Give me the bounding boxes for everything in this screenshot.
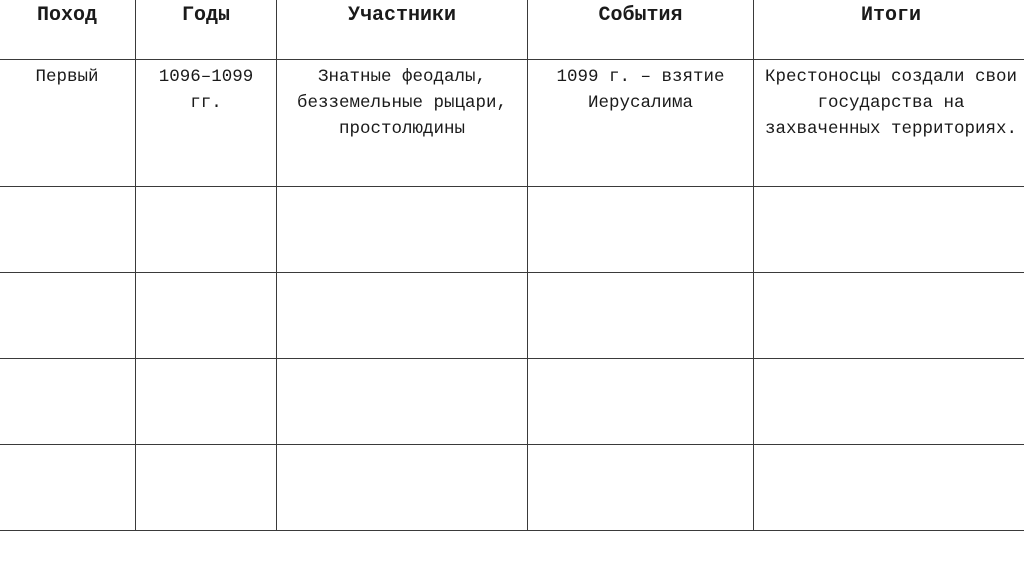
table-header-row	[0, 0, 1024, 60]
cell-events	[528, 187, 754, 273]
cell-years: 1096–1099 гг.	[136, 60, 277, 187]
cell-participants	[277, 273, 528, 359]
cell-years	[136, 445, 277, 531]
table-row	[0, 445, 1024, 531]
table-row	[0, 359, 1024, 445]
cell-results	[754, 359, 1024, 445]
cell-events	[528, 359, 754, 445]
header-years: Годы	[136, 0, 277, 60]
table-row	[0, 60, 1024, 187]
cell-events: 1099 г. – взятие Иерусалима	[528, 60, 754, 187]
header-results: Итоги	[754, 0, 1024, 60]
header-participants: Участники	[277, 0, 528, 60]
cell-events	[528, 273, 754, 359]
header-events: События	[528, 0, 754, 60]
cell-events	[528, 445, 754, 531]
cell-participants	[277, 187, 528, 273]
cell-results: Крестоносцы создали свои государства на захваченных территориях.	[754, 60, 1024, 187]
header-campaign: Поход	[0, 0, 136, 60]
cell-campaign: Первый	[0, 60, 136, 187]
cell-results	[754, 445, 1024, 531]
table-row	[0, 273, 1024, 359]
cell-years	[136, 359, 277, 445]
cell-results	[754, 187, 1024, 273]
table-row	[0, 187, 1024, 273]
cell-participants	[277, 445, 528, 531]
cell-results	[754, 273, 1024, 359]
cell-campaign	[0, 445, 136, 531]
cell-campaign	[0, 187, 136, 273]
cell-years	[136, 273, 277, 359]
cell-participants	[277, 359, 528, 445]
cell-campaign	[0, 273, 136, 359]
cell-campaign	[0, 359, 136, 445]
cell-participants: Знатные феодалы, безземельные рыцари, простолюдины	[277, 60, 528, 187]
cell-years	[136, 187, 277, 273]
